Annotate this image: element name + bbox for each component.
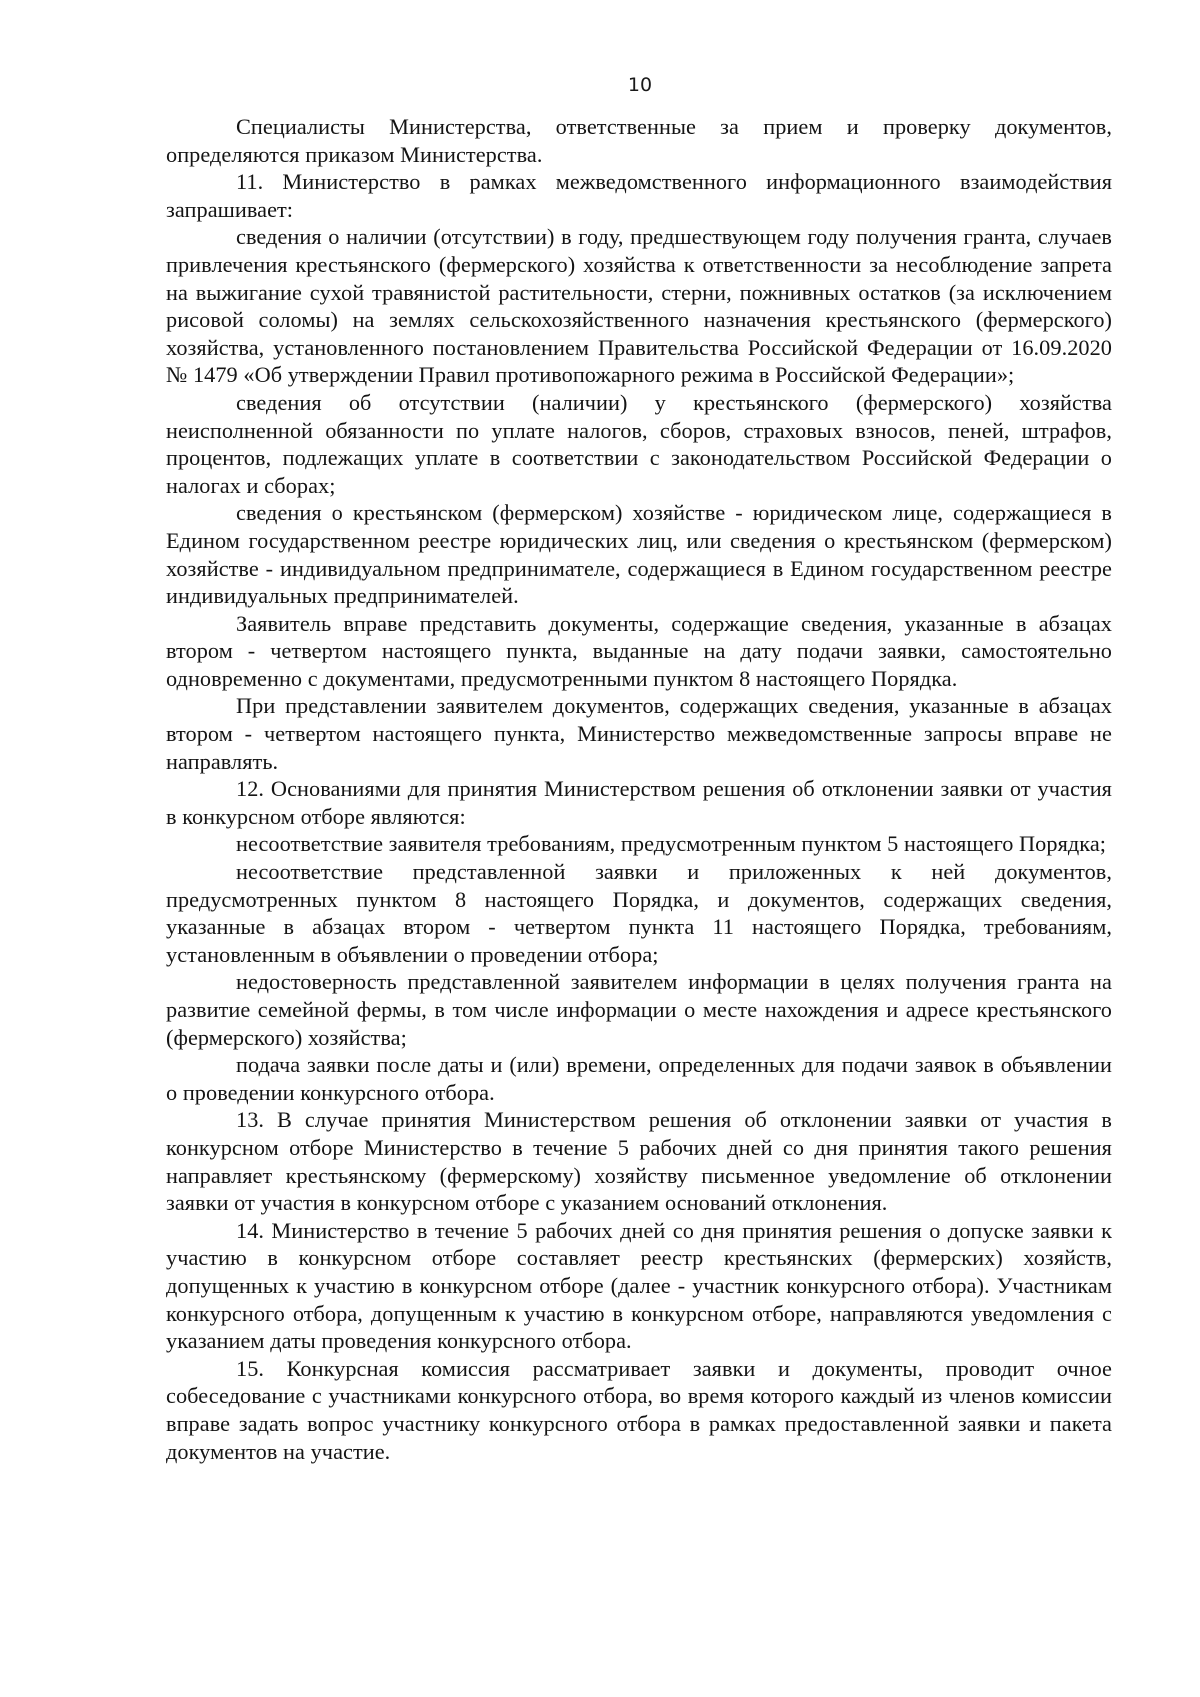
paragraph: Специалисты Министерства, ответственные за прием и проверку документов, определяются приказом Министерства. xyxy=(166,114,1112,167)
paragraph: несоответствие представленной заявки и приложенных к ней документов, предусмотренных пунктом 8 настоящего Порядка, и документов, содержащих сведения, указанные в абзацах втором - четвертом пункта 11 настоящего Порядка, требованиям, установленным в объявлении о проведении отбора; xyxy=(166,859,1112,967)
paragraph: сведения об отсутствии (наличии) у крестьянского (фермерского) хозяйства неисполненной обязанности по уплате налогов, сборов, страховых взносов, пеней, штрафов, процентов, подлежащих уплате в соответствии с законодательством Российской Федерации о налогах и сборах; xyxy=(166,389,1112,498)
paragraph: сведения о крестьянском (фермерском) хозяйстве - юридическом лице, содержащиеся в Едином государственном реестре юридических лиц, или сведения о крестьянском (фермерском) хозяйстве - индивидуальном предпринимателе, содержащиеся в Едином государственном реестре индивидуальных предпринимателей. xyxy=(166,500,1112,609)
paragraph: недостоверность представленной заявителем информации в целях получения гранта на развитие семейной фермы, в том числе информации о месте нахождения и адресе крестьянского (фермерского) хозяйства; xyxy=(166,969,1112,1050)
paragraph: 14. Министерство в течение 5 рабочих дней со дня принятия решения о допуске заявки к участию в конкурсном отборе составляет реестр крестьянских (фермерских) хозяйств, допущенных к участию в конкурсном отборе (далее - участник конкурсного отбора). Участникам конкурсного отбора, допущенным к участию в конкурсном отборе, направляются уведомления с указанием даты проведения конкурсного отбора. xyxy=(166,1217,1112,1354)
paragraph: несоответствие заявителя требованиям, предусмотренным пунктом 5 настоящего Порядка; xyxy=(236,831,1107,857)
paragraph: 13. В случае принятия Министерством решения об отклонении заявки от участия в конкурсном отборе Министерство в течение 5 рабочих дней со дня принятия такого решения направляет крестьянскому (фермерскому) хозяйству письменное уведомление об отклонении заявки от участия в конкурсном отборе с указанием оснований отклонения. xyxy=(166,1107,1112,1216)
page-number: 10 xyxy=(627,74,653,96)
paragraph: подача заявки после даты и (или) времени, определенных для подачи заявок в объявлении о проведении конкурсного отбора. xyxy=(166,1052,1112,1105)
paragraph: При представлении заявителем документов, содержащих сведения, указанные в абзацах втором - четвертом настоящего пункта, Министерство межведомственные запросы вправе не направлять. xyxy=(166,693,1112,774)
paragraph: 15. Конкурсная комиссия рассматривает заявки и документы, проводит очное собеседование с участниками конкурсного отбора, во время которого каждый из членов комиссии вправе задать вопрос участнику конкурсного отбора в рамках предоставленной заявки и пакета документов на участие. xyxy=(166,1355,1112,1464)
paragraph: Заявитель вправе представить документы, содержащие сведения, указанные в абзацах втором - четвертом настоящего пункта, выданные на дату подачи заявки, самостоятельно одновременно с документами, предусмотренными пунктом 8 настоящего Порядка. xyxy=(166,610,1112,691)
paragraph: 11. Министерство в рамках межведомственного информационного взаимодействия запрашивает: xyxy=(166,169,1112,222)
paragraph: сведения о наличии (отсутствии) в году, предшествующем году получения гранта, случаев привлечения крестьянского (фермерского) хозяйства к ответственности за несоблюдение запрета на выжигание сухой травянистой растительности, стерни, пожнивных остатков (за исключением рисовой соломы) на землях сельскохозяйственного назначения крестьянского (фермерского) хозяйства, установленного постановлением Правительства Российской Федерации от 16.09.2020 № 1479 «Об утверждении Правил противопожарного режима в Российской Федерации»; xyxy=(166,224,1112,388)
document-body xyxy=(166,113,1112,1465)
paragraph: 12. Основаниями для принятия Министерством решения об отклонении заявки от участия в конкурсном отборе являются: xyxy=(166,776,1112,829)
